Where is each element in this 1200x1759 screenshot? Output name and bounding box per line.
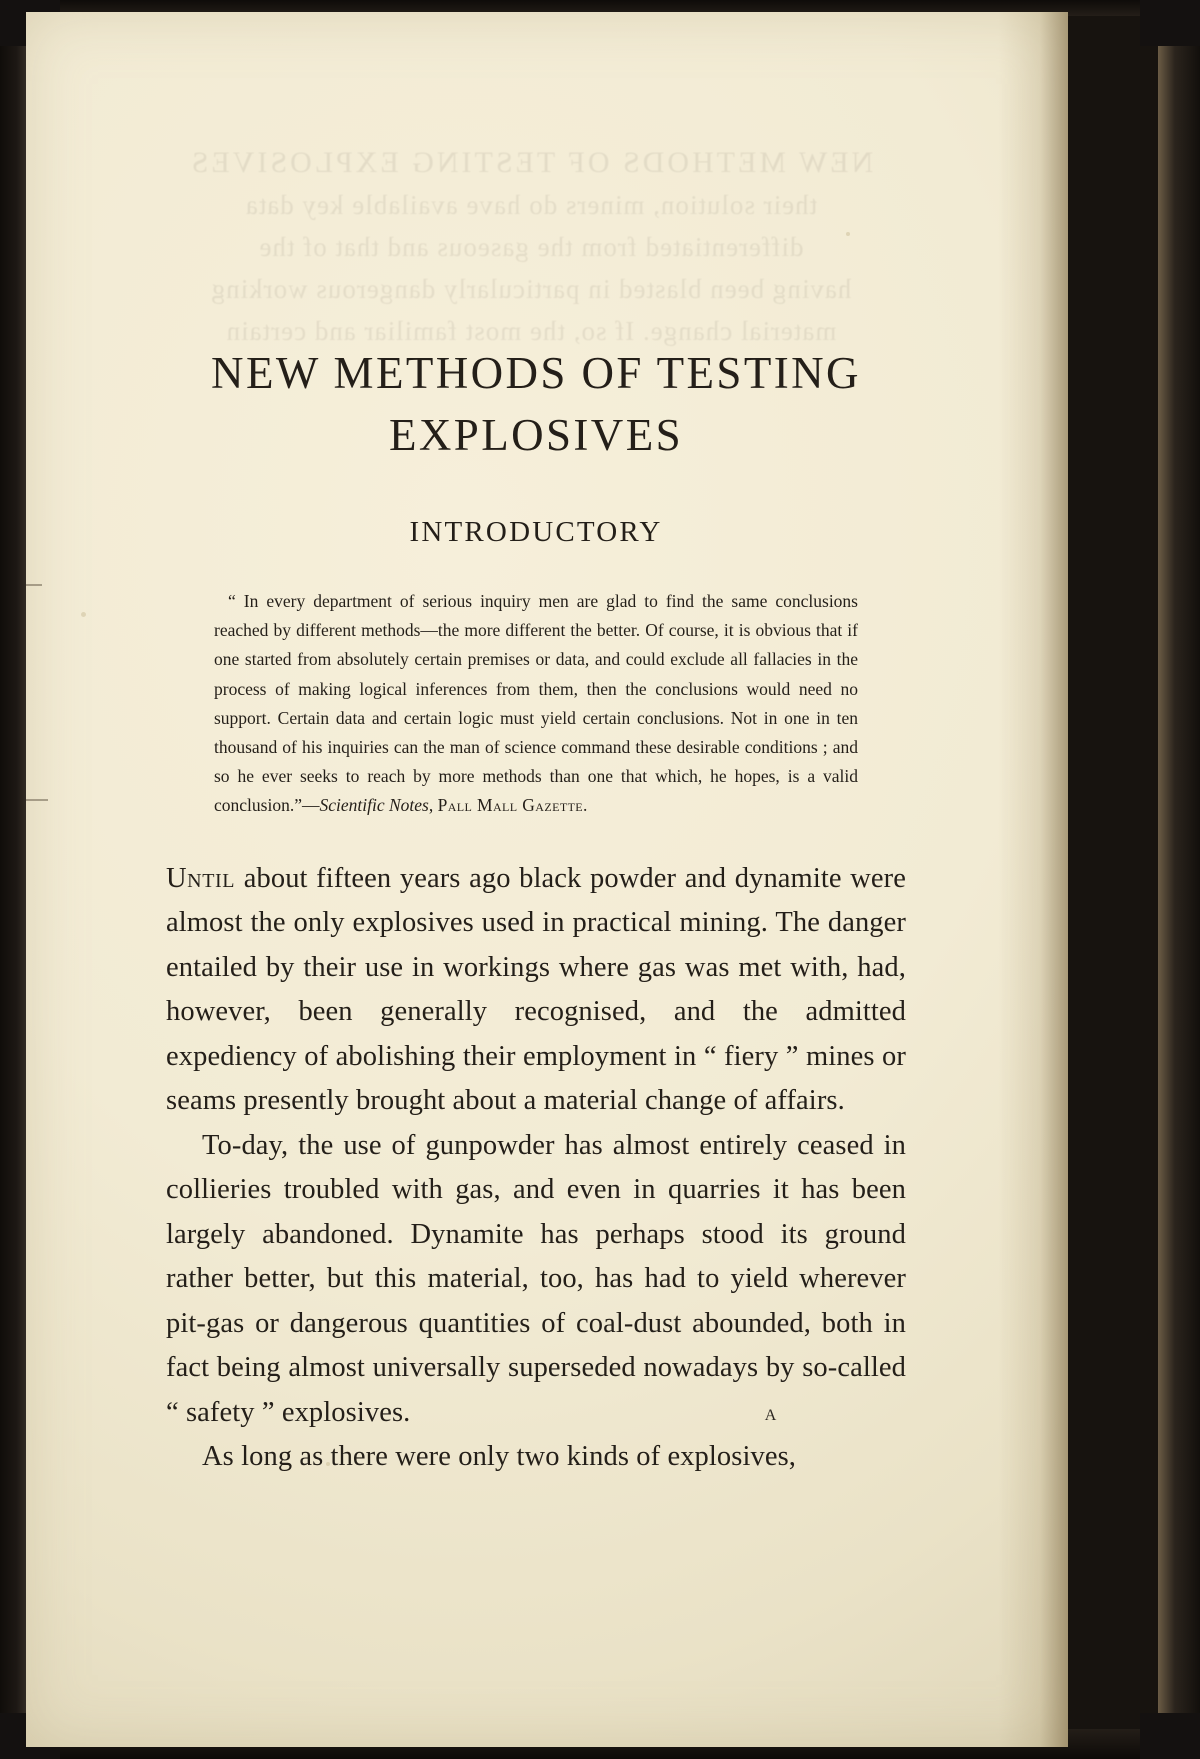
body-paragraph-1 (166, 857, 906, 1124)
bleed-through-line: material change. If so, the most familiar and certain (225, 316, 837, 346)
epigraph-source-title: Scientific Notes (319, 795, 429, 816)
page-title-line-1: NEW METHODS OF TESTING (211, 348, 861, 398)
paragraph-text: As long as there were only two kinds of explosives, (202, 1441, 796, 1473)
epigraph-quotation (214, 587, 858, 821)
body-text (166, 857, 906, 1480)
section-heading-introductory: INTRODUCTORY (409, 516, 663, 548)
book-page (26, 12, 1068, 1747)
paragraph-text: To-day, the use of gunpowder has almost entirely ceased in collieries troubled with gas, and even in quarries it has been largely abandoned. Dynamite has perhaps stood its ground rather better, but this material, too, has had to yield wherever pit-gas or dangerous quantities of coal-dust abounded, both in fact being almost universally superseded nowadays by so-called “ safety ” explosives. (166, 1129, 906, 1428)
bleed-through-heading: NEW METHODS OF TESTING EXPLOSIVES (188, 146, 874, 179)
page-text-column (166, 12, 906, 1480)
epigraph-body: “ In every department of serious inquiry men are glad to find the same conclusions reached by different methods—the more different the better. Of course, it is obvious that if one started from absolutely certain premises or data, and could exclude all fallacies in the process of making logical inferences from them, then the conclusions would need no support. Certain data and certain logic must yield certain conclusions. Not in one in ten thousand of his inquiries can the man of science command these desirable conditions ; and so he ever seeks to reach by more methods than one that which, he hopes, is a valid conclusion.”— (214, 591, 858, 816)
paper-speckle (81, 612, 86, 617)
margin-tick-lower (26, 799, 48, 801)
bleed-through-line: differentiated from the gaseous and that of the (258, 232, 804, 262)
page-gutter-shadow (998, 12, 1068, 1747)
epigraph-source-publication: Pall Mall Gazette. (437, 795, 588, 816)
page-title-line-2: EXPLOSIVES (388, 410, 684, 460)
book-binding-edge (1158, 0, 1200, 1759)
epigraph-paragraph (214, 587, 858, 821)
bleed-through-line: their solution, miners do have available key data (244, 190, 818, 220)
signature-mark: A (764, 1407, 778, 1424)
margin-tick-upper (26, 584, 42, 586)
epigraph-source-separator: , (428, 795, 438, 816)
bleed-through-line: having been blasted in particularly dangerous working (210, 274, 852, 304)
paragraph-lead-smallcaps: Until (166, 862, 236, 894)
paragraph-text: about fifteen years ago black powder and dynamite were almost the only explosives used in practical mining. The danger entailed by their use in workings where gas was met with, had, however, been generally recognised, and the admitted expediency of abolishing their employment in “ fiery ” mines or seams presently brought about a material change of affairs. (166, 862, 906, 1117)
page-corner-bottom-right (1140, 1713, 1200, 1759)
body-paragraph-3 (166, 1435, 906, 1480)
page-title (166, 12, 906, 466)
body-paragraph-2 (166, 1124, 906, 1436)
signature-mark-row (166, 1407, 906, 1425)
page-corner-top-right (1140, 0, 1200, 46)
